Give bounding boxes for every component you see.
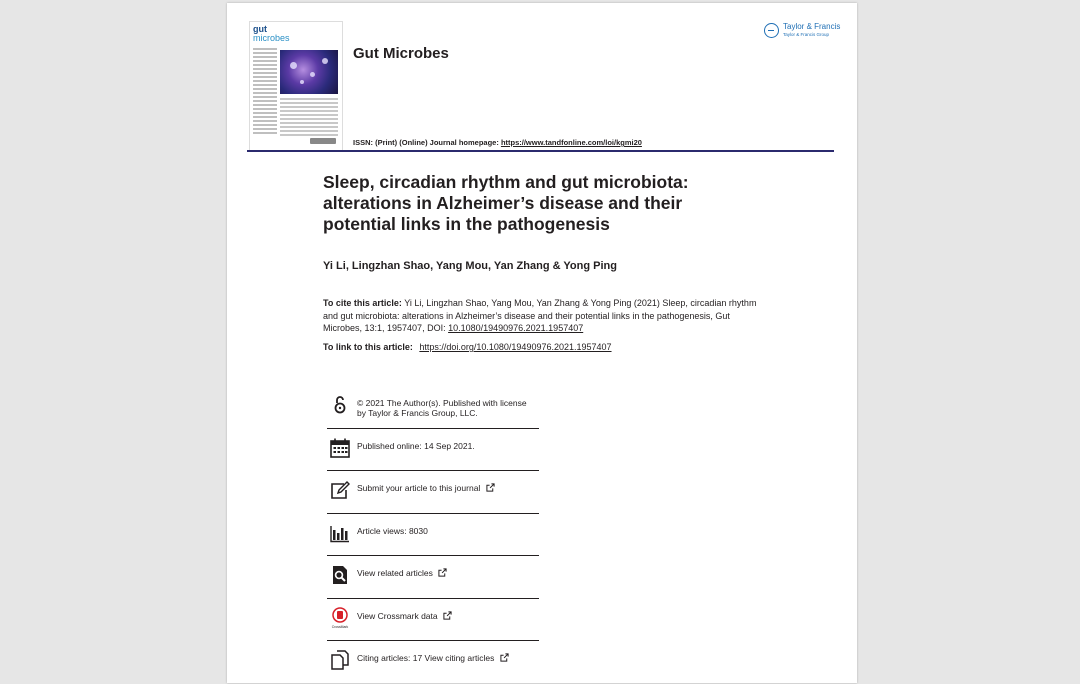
article-info-list	[327, 386, 539, 684]
bar-chart-icon	[329, 522, 351, 544]
journal-cover-image	[249, 21, 343, 151]
citation-label: To cite this article:	[323, 298, 402, 308]
external-link-icon	[500, 653, 509, 662]
svg-text:CrossMark: CrossMark	[331, 624, 349, 629]
search-document-icon	[329, 564, 351, 586]
article-authors: Yi Li, Lingzhan Shao, Yang Mou, Yan Zhang & Yong Ping	[323, 260, 617, 272]
related-articles-link[interactable]: View related articles	[357, 568, 537, 578]
info-row-license	[327, 386, 539, 429]
pdf-page	[227, 3, 857, 683]
issn-line	[353, 138, 642, 147]
crossmark-link[interactable]: View Crossmark data	[357, 611, 537, 621]
info-row-citing[interactable]	[327, 641, 539, 684]
submit-article-link[interactable]: Submit your article to this journal	[357, 483, 537, 493]
issn-text: ISSN: (Print) (Online) Journal homepage:	[353, 138, 499, 147]
citation-text: Yi Li, Lingzhan Shao, Yang Mou, Yan Zhang & Yong Ping (2021) Sleep, circadian rhythm and gut microbiota: alterations in Alzheimer’s disease and their potential links in the pathogenesis, Gut Microbes, 13:1, 1957407, DOI:	[323, 298, 757, 333]
info-row-submit[interactable]	[327, 471, 539, 514]
cover-artwork	[280, 50, 338, 94]
citing-articles-icon	[329, 649, 351, 671]
edit-icon	[329, 479, 351, 501]
external-link-icon	[443, 611, 452, 620]
publisher-group: Taylor & Francis Group	[783, 32, 830, 37]
info-row-crossmark[interactable]	[327, 599, 539, 642]
open-access-icon	[329, 394, 351, 416]
external-link-icon	[438, 568, 447, 577]
license-text: © 2021 The Author(s). Published with license by Taylor & Francis Group, LLC.	[357, 398, 527, 418]
header-divider	[247, 150, 834, 152]
citing-articles-link[interactable]: Citing articles: 17 View citing articles	[357, 653, 537, 663]
external-link-icon	[486, 483, 495, 492]
citation-block	[323, 297, 763, 335]
publisher-logo-icon	[764, 23, 779, 38]
article-link-label: To link to this article:	[323, 342, 413, 352]
publisher-logo	[764, 22, 844, 44]
calendar-icon	[329, 437, 351, 459]
published-date-text: Published online: 14 Sep 2021.	[357, 440, 475, 451]
article-title: Sleep, circadian rhythm and gut microbiota: alterations in Alzheimer’s disease and their potential links in the pathogenesis	[323, 172, 689, 234]
publisher-name: Taylor & Francis	[783, 22, 841, 31]
article-views-text: Article views: 8030	[357, 525, 428, 536]
journal-homepage-link[interactable]: https://www.tandfonline.com/loi/kgmi20	[500, 138, 642, 147]
article-url-link[interactable]: https://doi.org/10.1080/19490976.2021.1957407	[419, 342, 612, 352]
cover-publisher-logo	[310, 138, 336, 144]
journal-title: Gut Microbes	[353, 45, 449, 62]
article-link-line	[323, 342, 612, 352]
info-row-published	[327, 429, 539, 472]
crossmark-icon	[329, 607, 351, 629]
doi-link[interactable]: 10.1080/19490976.2021.1957407	[448, 323, 584, 333]
cover-title: gut microbes	[253, 24, 290, 43]
info-row-views	[327, 514, 539, 557]
info-row-related[interactable]	[327, 556, 539, 599]
